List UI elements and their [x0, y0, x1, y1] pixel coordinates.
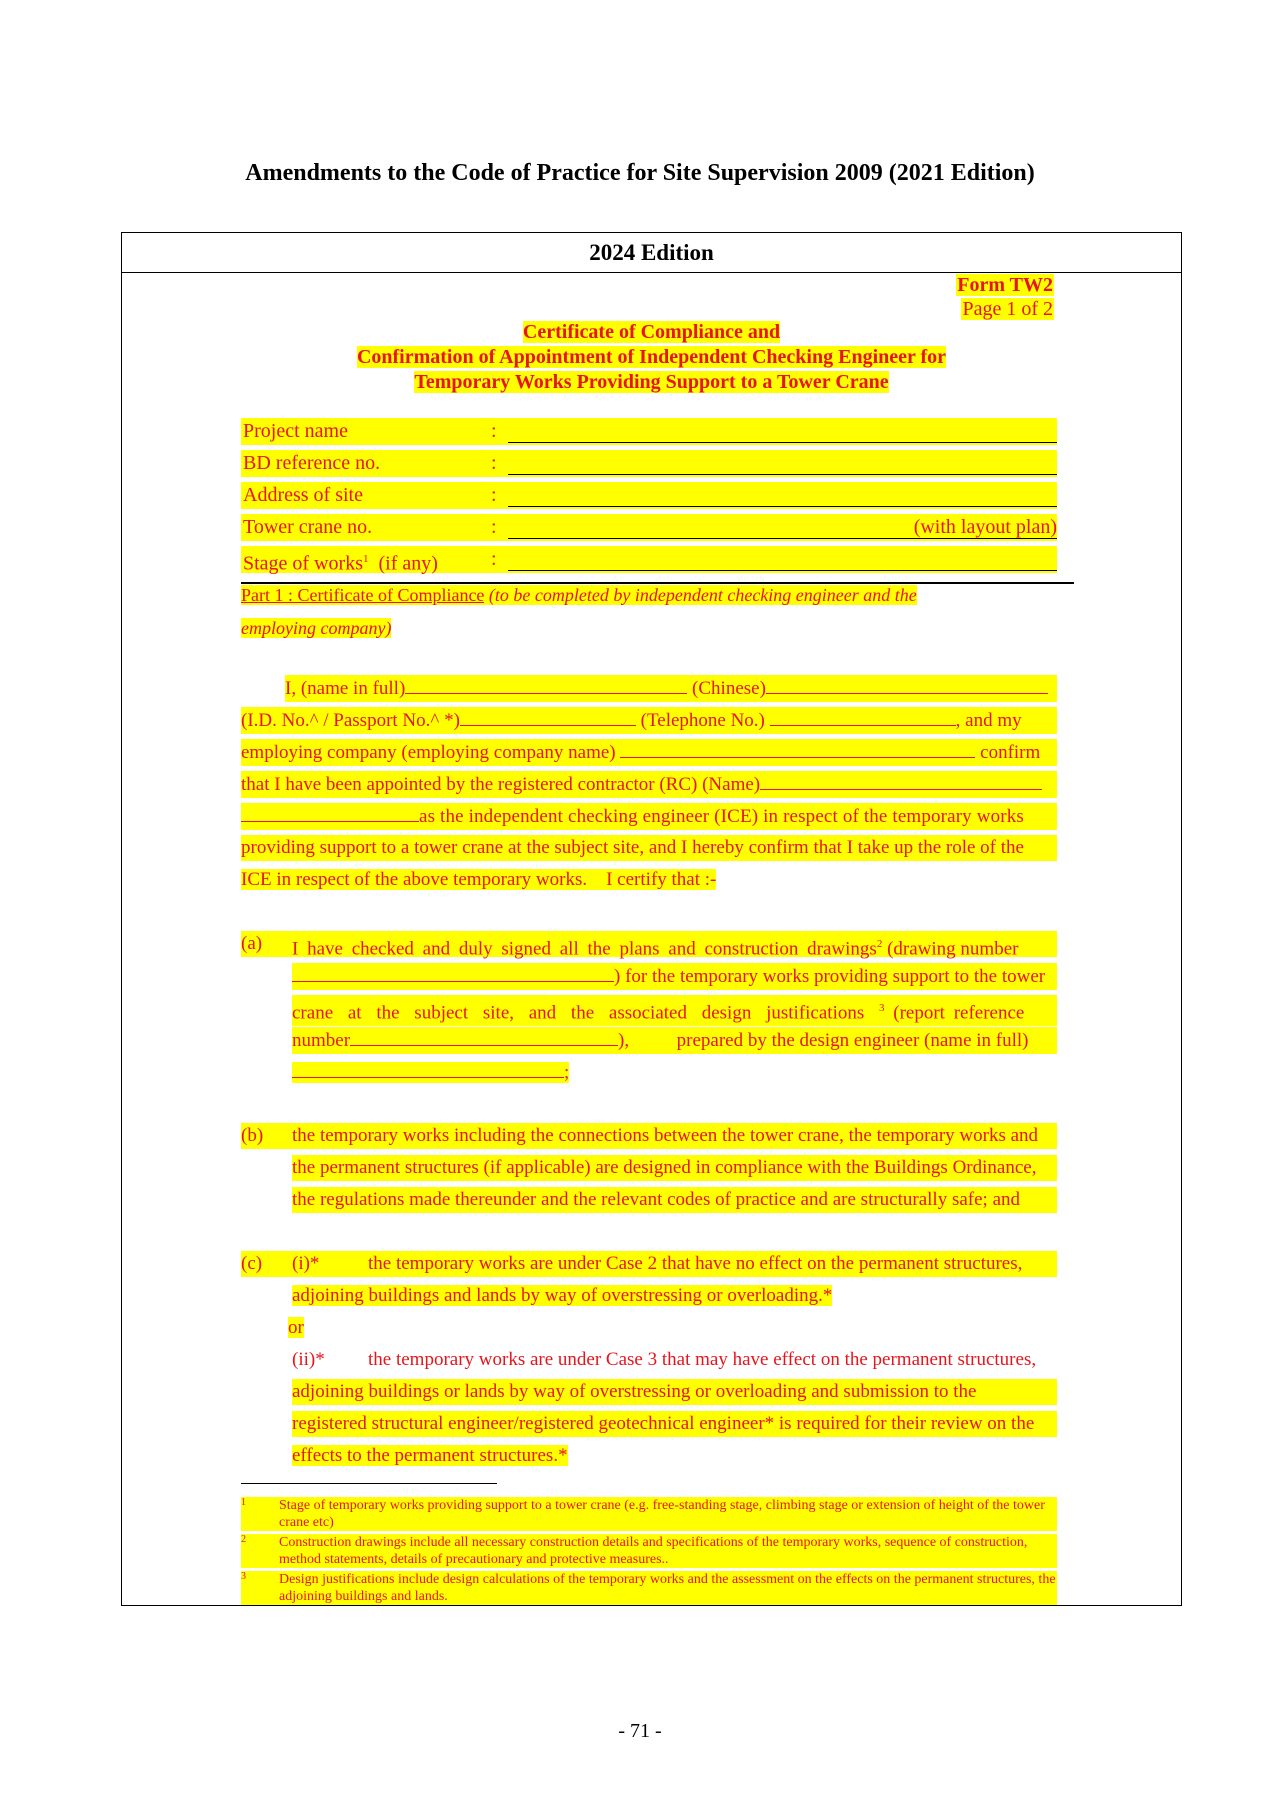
intro-line-5 [241, 803, 1057, 830]
intro-line-1 [285, 675, 1057, 702]
chinese-name-blank[interactable] [766, 675, 1048, 694]
field-label: BD reference no. [243, 452, 381, 474]
item-text: ; [564, 1062, 570, 1083]
item-text: adjoining buildings and lands by way of overstressing or overloading.* [292, 1285, 833, 1306]
item-a-line-3 [292, 995, 1057, 1026]
field-colon: : [491, 484, 497, 506]
item-label: (b) [241, 1125, 264, 1146]
item-text: effects to the permanent structures.* [292, 1445, 568, 1466]
field-colon: : [491, 452, 497, 474]
item-text: ), prepared by the design engineer (name in full) [618, 1030, 1029, 1051]
footnote-number: 3 [241, 1571, 246, 1582]
part1-note-line2 [241, 614, 391, 642]
intro-line-4 [241, 771, 1057, 798]
item-c-line-4: adjoining buildings or lands by way of overstressing or overloading and submission to the [292, 1379, 1057, 1405]
field-stage-of-works[interactable] [241, 546, 1057, 573]
field-tower-crane-no[interactable] [241, 514, 1057, 541]
item-c-line-1 [241, 1251, 1057, 1277]
certificate-title-line: Temporary Works Providing Support to a Tower Crane [414, 371, 889, 393]
item-c-line-6 [292, 1443, 568, 1469]
edition-header: 2024 Edition [122, 233, 1181, 273]
item-text: crane at the subject site, and the associated design justifications [292, 1002, 879, 1024]
item-label: (a) [241, 933, 263, 954]
item-text: the temporary works including the connections between the tower crane, the temporary works and [292, 1125, 1039, 1146]
field-label-text: Stage of works [243, 552, 363, 575]
field-label-text: (if any) [368, 552, 438, 575]
item-b-line-3: the regulations made thereunder and the relevant codes of practice and are structurally safe; and [292, 1187, 1057, 1213]
item-text: the temporary works are under Case 2 that have no effect on the permanent structures, [368, 1253, 1023, 1274]
design-engineer-blank[interactable] [292, 1059, 564, 1078]
field-colon: : [491, 548, 497, 570]
or-text: or [288, 1317, 304, 1338]
design-engineer-field [292, 1062, 569, 1083]
rc-name-blank[interactable] [760, 771, 1042, 790]
footnote-ref: 2 [876, 938, 883, 950]
field-colon: : [491, 516, 497, 538]
item-text: ) for the temporary works providing support to the tower [614, 966, 1046, 987]
item-text: I have checked and duly signed all the plans and construction drawings [292, 938, 877, 960]
intro-text: as the independent checking engineer (ICE) in respect of the temporary works [419, 806, 1024, 827]
item-label: (c) [241, 1253, 263, 1274]
item-text: (report reference [884, 1002, 1025, 1024]
item-c-line-5: registered structural engineer/registered geotechnical engineer* is required for their review on the [292, 1411, 1057, 1437]
report-reference-blank[interactable] [350, 1027, 618, 1046]
item-text: the temporary works are under Case 3 that may have effect on the permanent structures, [368, 1349, 1037, 1370]
form-frame [121, 232, 1182, 1606]
drawing-number-blank[interactable] [292, 963, 614, 982]
field-colon: : [491, 420, 497, 442]
field-line[interactable] [508, 442, 1057, 443]
intro-line-3 [241, 739, 1057, 766]
field-address-of-site[interactable] [241, 482, 1057, 509]
field-suffix: (with layout plan) [913, 516, 1057, 538]
item-a-line-5 [292, 1059, 569, 1086]
intro-text: , and my [955, 710, 1022, 731]
footnote-ref: 3 [879, 1002, 885, 1014]
item-a-text [292, 931, 1057, 962]
footnote-text: Design justifications include design calculations of the temporary works and the assessment on the effects on the permanent structures, the adjoining buildings and lands. [279, 1572, 1056, 1604]
item-a-line-1 [241, 931, 1057, 960]
field-project-name[interactable] [241, 418, 1057, 445]
intro-text: (Telephone No.) [635, 710, 770, 731]
part1-title: Part 1 : Certificate of Compliance [241, 585, 485, 605]
part1-heading [241, 581, 917, 609]
intro-text: (I.D. No.^ / Passport No.^ *) [241, 710, 460, 731]
footnote-ref: 1 [362, 553, 369, 565]
footnote-3 [241, 1571, 1057, 1605]
intro-text: employing company (employing company name) [241, 742, 621, 763]
certificate-title-line: Confirmation of Appointment of Independent Checking Engineer for [356, 346, 947, 368]
field-line[interactable] [508, 506, 1057, 507]
intro-text: confirm [975, 742, 1041, 763]
certificate-title-line: Certificate of Compliance and [522, 321, 781, 343]
id-no-blank[interactable] [460, 707, 636, 726]
option-label: (ii)* [292, 1349, 325, 1370]
item-b-line-2: the permanent structures (if applicable) are designed in compliance with the Buildings Ordinance, [292, 1155, 1057, 1181]
intro-text: that I have been appointed by the registered contractor (RC) (Name) [241, 774, 761, 795]
intro-text: I, (name in full) [285, 678, 406, 699]
item-a-line-2 [292, 963, 1057, 990]
form-page: Page 1 of 2 [962, 298, 1053, 320]
document-title: Amendments to the Code of Practice for Site Supervision 2009 (2021 Edition) [245, 160, 1035, 186]
item-text: number [292, 1030, 351, 1051]
telephone-blank[interactable] [770, 707, 956, 726]
page-number: - 71 - [618, 1720, 662, 1742]
field-label [243, 546, 438, 578]
intro-line-7 [241, 867, 716, 893]
field-label: Tower crane no. [243, 516, 373, 538]
field-label: Project name [243, 420, 348, 442]
footnote-number: 2 [241, 1534, 246, 1545]
intro-line-6: providing support to a tower crane at the subject site, and I hereby confirm that I take up the role of the [241, 835, 1057, 861]
footnote-number: 1 [241, 1497, 246, 1508]
part1-note-text: employing company) [241, 618, 392, 638]
field-label: Address of site [243, 484, 363, 506]
name-blank[interactable] [405, 675, 687, 694]
item-c-or [288, 1315, 304, 1341]
employing-company-blank[interactable] [620, 739, 975, 758]
field-line[interactable] [508, 474, 1057, 475]
certificate-title [122, 320, 1181, 395]
footnote-text: Construction drawings include all necessary construction details and specifications of the temporary works, sequence of construction, method statements, details of precautionary and protective measures.. [279, 1535, 1028, 1567]
form-code: Form TW2 [957, 274, 1053, 296]
item-c-line-2 [292, 1283, 832, 1309]
intro-line-2 [241, 707, 1057, 734]
footnote-2 [241, 1534, 1057, 1568]
form-header [956, 273, 1054, 321]
item-text: (drawing number [882, 938, 1019, 960]
intro-text: (Chinese) [687, 678, 766, 699]
rc-name-blank-continued[interactable] [241, 803, 419, 822]
footnote-divider [241, 1483, 497, 1484]
option-label: (i)* [292, 1253, 320, 1274]
intro-text: ICE in respect of the above temporary works. I certify that :- [241, 869, 717, 890]
part1-note [484, 585, 916, 605]
item-a-line-4 [292, 1027, 1057, 1054]
item-b-line-1 [241, 1123, 1057, 1149]
field-line[interactable] [508, 570, 1057, 571]
footnote-1 [241, 1497, 1057, 1531]
field-bd-reference[interactable] [241, 450, 1057, 477]
footnote-text: Stage of temporary works providing support to a tower crane (e.g. free-standing stage, climbing stage or extension of height of the tower crane etc) [279, 1498, 1045, 1530]
part1-note-text: (to be completed by independent checking engineer and the [488, 585, 917, 605]
